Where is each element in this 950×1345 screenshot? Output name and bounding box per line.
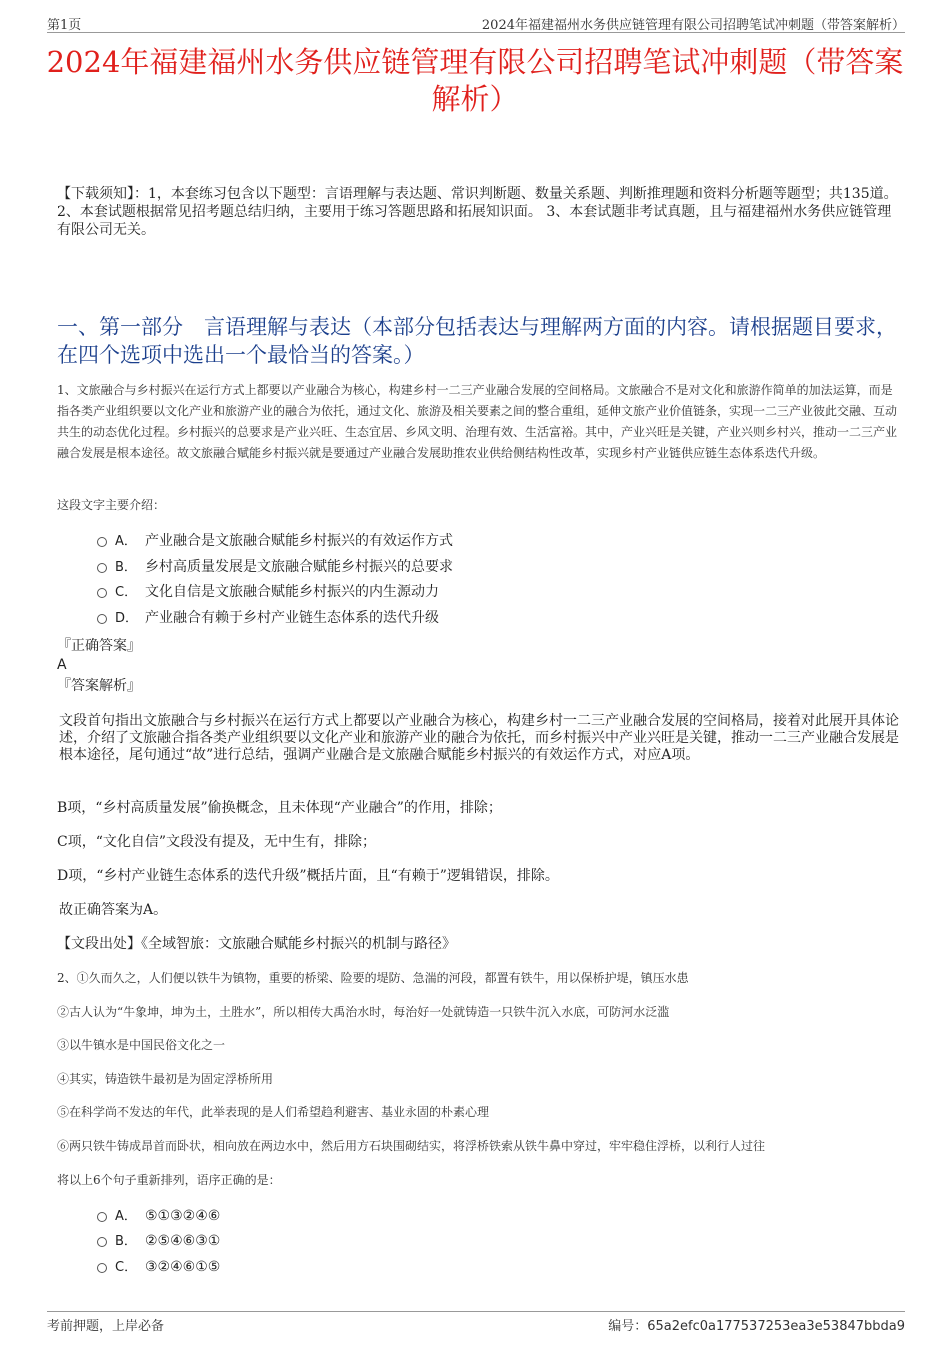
radio-icon[interactable] [97, 1263, 107, 1273]
document-title: 2024年福建福州水务供应链管理有限公司招聘笔试冲刺题（带答案解析） [46, 45, 904, 116]
analysis-c: C项，“文化自信”文段没有提及，无中生有，排除； [57, 834, 377, 850]
q1-option-c[interactable]: C． 文化自信是文旅融合赋能乡村振兴的内生源动力 [97, 583, 439, 602]
answer-label: 『正确答案』 [57, 638, 141, 654]
q1-option-a[interactable]: A． 产业融合是文旅融合赋能乡村振兴的有效运作方式 [97, 532, 453, 551]
analysis-text: 文段首句指出文旅融合与乡村振兴在运行方式上都要以产业融合为核心，构建乡村一二三产业融合发展的空间格局，接着对此展开具体论述，介绍了文旅融合指各类产业组织要以文化产业和旅游产业的融合为依托，而乡村振兴中产业兴旺是关键，推动一二三产业融合发展是根本途径，尾句通过“故”进行总结，强调产业融合是文旅融合赋能乡村振兴的有效运作方式，对应A项。 [59, 713, 899, 763]
q2-option-b[interactable]: B． ②⑤④⑥③① [97, 1232, 220, 1251]
analysis-d: D项，“乡村产业链生态体系的迭代升级”概括片面，且“有赖于”逻辑错误，排除。 [57, 868, 559, 884]
analysis-label: 『答案解析』 [57, 678, 141, 694]
text-source: 【文段出处】《全域智旅：文旅融合赋能乡村振兴的机制与路径》 [57, 936, 456, 952]
q2-option-c[interactable]: C． ③②④⑥①⑤ [97, 1258, 220, 1277]
radio-icon[interactable] [97, 588, 107, 598]
page-footer [47, 1311, 905, 1334]
radio-icon[interactable] [97, 537, 107, 547]
page-number: 第1页 [47, 18, 82, 33]
download-notice: 【下载须知】：1，本套练习包含以下题型：言语理解与表达题、常识判断题、数量关系题、判断推理题和资料分析题等题型；共135道。 2、本套试题根据常见招考题总结归纳，主要用于练习答题思路和拓展知识面。 3、本套试题非考试真题，且与福建福州水务供应链管理有限公司无关。 [57, 186, 898, 238]
footer-code: 编号：65a2efc0a177537253ea3e53847bbda9 [608, 1319, 905, 1334]
radio-icon[interactable] [97, 1212, 107, 1222]
radio-icon[interactable] [97, 563, 107, 573]
page-header [47, 12, 905, 33]
radio-icon[interactable] [97, 614, 107, 624]
answer-value: A [57, 657, 67, 673]
q1-question: 这段文字主要介绍： [57, 498, 166, 512]
section-heading: 一、第一部分 言语理解与表达（本部分包括表达与理解两方面的内容。请根据题目要求，在四个选项中选出一个最恰当的答案。） [57, 315, 897, 367]
q2-sentence-1: 2、①久而久之，人们便以铁牛为镇物，重要的桥梁、险要的堤防、急湍的河段，都置有铁牛，用以保桥护堤，镇压水患 [57, 971, 689, 985]
q1-option-b[interactable]: B． 乡村高质量发展是文旅融合赋能乡村振兴的总要求 [97, 558, 453, 577]
analysis-conclusion: 故正确答案为A。 [59, 902, 168, 918]
footer-slogan: 考前押题，上岸必备 [47, 1319, 165, 1334]
q2-sentence-6: ⑥两只铁牛铸成昂首而卧状，相向放在两边水中，然后用方石块围砌结实，将浮桥铁索从铁牛鼻中穿过，牢牢稳住浮桥，以利行人过往 [57, 1139, 766, 1153]
q2-sentence-5: ⑤在科学尚不发达的年代，此举表现的是人们希望趋利避害、基业永固的朴素心理 [57, 1105, 490, 1119]
q1-stem: 1、文旅融合与乡村振兴在运行方式上都要以产业融合为核心，构建乡村一二三产业融合发展的空间格局。文旅融合不是对文化和旅游作简单的加法运算，而是指各类产业组织要以文化产业和旅游产业的融合为依托，通过文化、旅游及相关要素之间的整合重组，延伸文旅产业价值链条，实现一二三产业彼此交融、互动共生的动态优化过程。乡村振兴的总要求是产业兴旺、生态宜居、乡风文明、治理有效、生活富裕。其中，产业兴旺是关键，产业兴则乡村兴，推动一二三产业融合发展是根本途径。故文旅融合赋能乡村振兴就是要通过产业融合发展助推农业供给侧结构性改革，实现乡村产业链供应链生态体系迭代升级。 [57, 383, 898, 460]
q2-sentence-4: ④其实，铸造铁牛最初是为固定浮桥所用 [57, 1072, 274, 1086]
q2-sentence-3: ③以牛镇水是中国民俗文化之一 [57, 1038, 226, 1052]
header-doc-title: 2024年福建福州水务供应链管理有限公司招聘笔试冲刺题（带答案解析） [481, 18, 905, 33]
radio-icon[interactable] [97, 1237, 107, 1247]
q2-question: 将以上6个句子重新排列，语序正确的是： [57, 1173, 281, 1187]
q2-option-a[interactable]: A． ⑤①③②④⑥ [97, 1207, 220, 1226]
q2-sentence-2: ②古人认为“牛象坤，坤为土，土胜水”，所以相传大禹治水时，每治好一处就铸造一只铁牛沉入水底，可防河水泛滥 [57, 1005, 670, 1019]
q1-option-d[interactable]: D． 产业融合有赖于乡村产业链生态体系的迭代升级 [97, 609, 439, 628]
analysis-b: B项，“乡村高质量发展”偷换概念，且未体现“产业融合”的作用，排除； [57, 800, 502, 816]
